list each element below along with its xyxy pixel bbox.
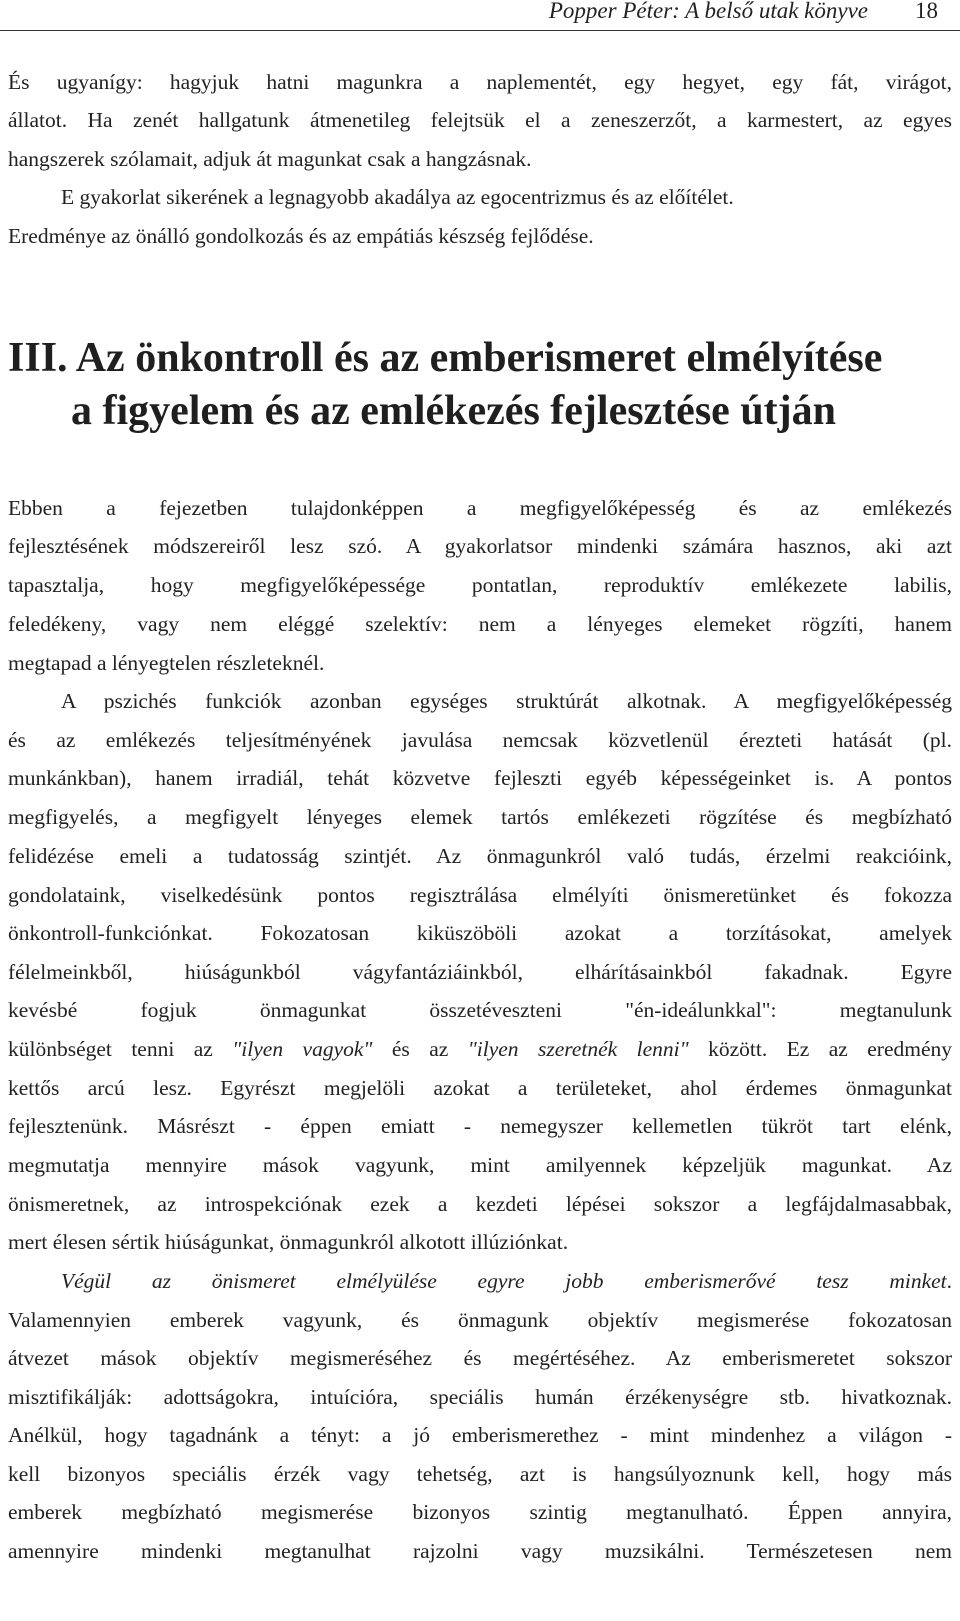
body-line: Valamennyien emberek vagyunk, és önmagunk objektív megismerése fokozatosan (8, 1308, 952, 1332)
header-rule (0, 30, 960, 31)
body-line: önismeretnek, az introspekciónak ezek a kezdeti lépései sokszor a legfájdalmasabbak, (8, 1192, 952, 1216)
running-title: Popper Péter: A belső utak könyve (548, 0, 868, 23)
body-line: emberek megbízható megismerése bizonyos szintig megtanulható. Éppen annyira, (8, 1500, 952, 1524)
body-line: megtapad a lényegtelen részleteknél. (8, 651, 325, 675)
body-line: mert élesen sértik hiúságunkat, önmagunkról alkotott illúziónkat. (8, 1230, 569, 1254)
intro-line: E gyakorlat sikerének a legnagyobb akadálya az egocentrizmus és az előítélet. (61, 185, 734, 209)
intro-line: állatot. Ha zenét hallgatunk átmenetileg felejtsük el a zeneszerzőt, a karmestert, az egyes (8, 108, 952, 132)
body-line: félelmeinkből, hiúságunkból vágyfantáziáinkból, elhárításainkból fakadnak. Egyre (8, 960, 952, 984)
body-line: kettős arcú lesz. Egyrészt megjelöli azokat a területeket, ahol érdemes önmagunkat (8, 1076, 952, 1100)
body-line: A pszichés funkciók azonban egységes struktúrát alkotnak. A megfigyelőképesség (61, 689, 952, 713)
body-line: amennyire mindenki megtanulhat rajzolni vagy muzsikálni. Természetesen nem (8, 1539, 952, 1563)
body-line: fejlesztésének módszereiről lesz szó. A gyakorlatsor mindenki számára hasznos, aki azt (8, 534, 952, 558)
body-line: munkánkban), hanem irradiál, tehát közvetve fejleszti egyéb képességeinket is. A pontos (8, 766, 952, 790)
body-line: Ebben a fejezetben tulajdonképpen a megfigyelőképesség és az emlékezés (8, 496, 952, 520)
body-line: és az emlékezés teljesítményének javulása nemcsak közvetlenül érezteti hatását (pl. (8, 728, 952, 752)
chapter-heading-line-1: III. Az önkontroll és az emberismeret elmélyítése (8, 335, 883, 381)
body-line: átvezet mások objektív megismeréséhez és megértéséhez. Az emberismeretet sokszor (8, 1346, 952, 1370)
body-line: gondolataink, viselkedésünk pontos regisztrálása elmélyíti önismeretünket és fokozza (8, 883, 952, 907)
running-header (0, 0, 960, 31)
body-line: tapasztalja, hogy megfigyelőképessége pontatlan, reproduktív emlékezete labilis, (8, 573, 952, 597)
body-line: megfigyelés, a megfigyelt lényeges elemek tartós emlékezeti rögzítése és megbízható (8, 805, 952, 829)
body-line: felidézése emeli a tudatosság szintjét. Az önmagunkról való tudás, érzelmi reakcióink, (8, 844, 952, 868)
chapter-heading-line-2: a figyelem és az emlékezés fejlesztése útján (71, 388, 837, 434)
intro-line: És ugyanígy: hagyjuk hatni magunkra a naplementét, egy hegyet, egy fát, virágot, (8, 70, 952, 94)
body-line: feledékeny, vagy nem eléggé szelektív: nem a lényeges elemeket rögzíti, hanem (8, 612, 952, 636)
intro-line: hangszerek szólamait, adjuk át magunkat csak a hangzásnak. (8, 147, 532, 171)
page-number: 18 (915, 0, 938, 23)
body-line: Anélkül, hogy tagadnánk a tényt: a jó emberismerethez - mint mindenhez a világon - (8, 1423, 952, 1447)
intro-line: Eredménye az önálló gondolkozás és az empátiás készség fejlődése. (8, 224, 594, 248)
body-line-with-italics: különbséget tenni az "ilyen vagyok" és az "ilyen szeretnék lenni" között. Ez az eredmény (8, 1037, 952, 1061)
body-line: fejlesztenünk. Másrészt - éppen emiatt - nemegyszer kellemetlen tükröt tart elénk, (8, 1114, 952, 1138)
italic-summary-line: Végül az önismeret elmélyülése egyre jobb emberismerővé tesz minket. (61, 1269, 952, 1293)
body-line: misztifikálják: adottságokra, intuícióra, speciális humán érzékenységre stb. hivatkoznak. (8, 1385, 952, 1409)
body-line: kell bizonyos speciális érzék vagy tehetség, azt is hangsúlyoznunk kell, hogy más (8, 1462, 952, 1486)
body-line: kevésbé fogjuk önmagunkat összetéveszteni "én-ideálunkkal": megtanulunk (8, 998, 952, 1022)
body-line: megmutatja mennyire mások vagyunk, mint amilyennek képzeljük magunkat. Az (8, 1153, 952, 1177)
body-line: önkontroll-funkciónkat. Fokozatosan kiküszöböli azokat a torzításokat, amelyek (8, 921, 952, 945)
